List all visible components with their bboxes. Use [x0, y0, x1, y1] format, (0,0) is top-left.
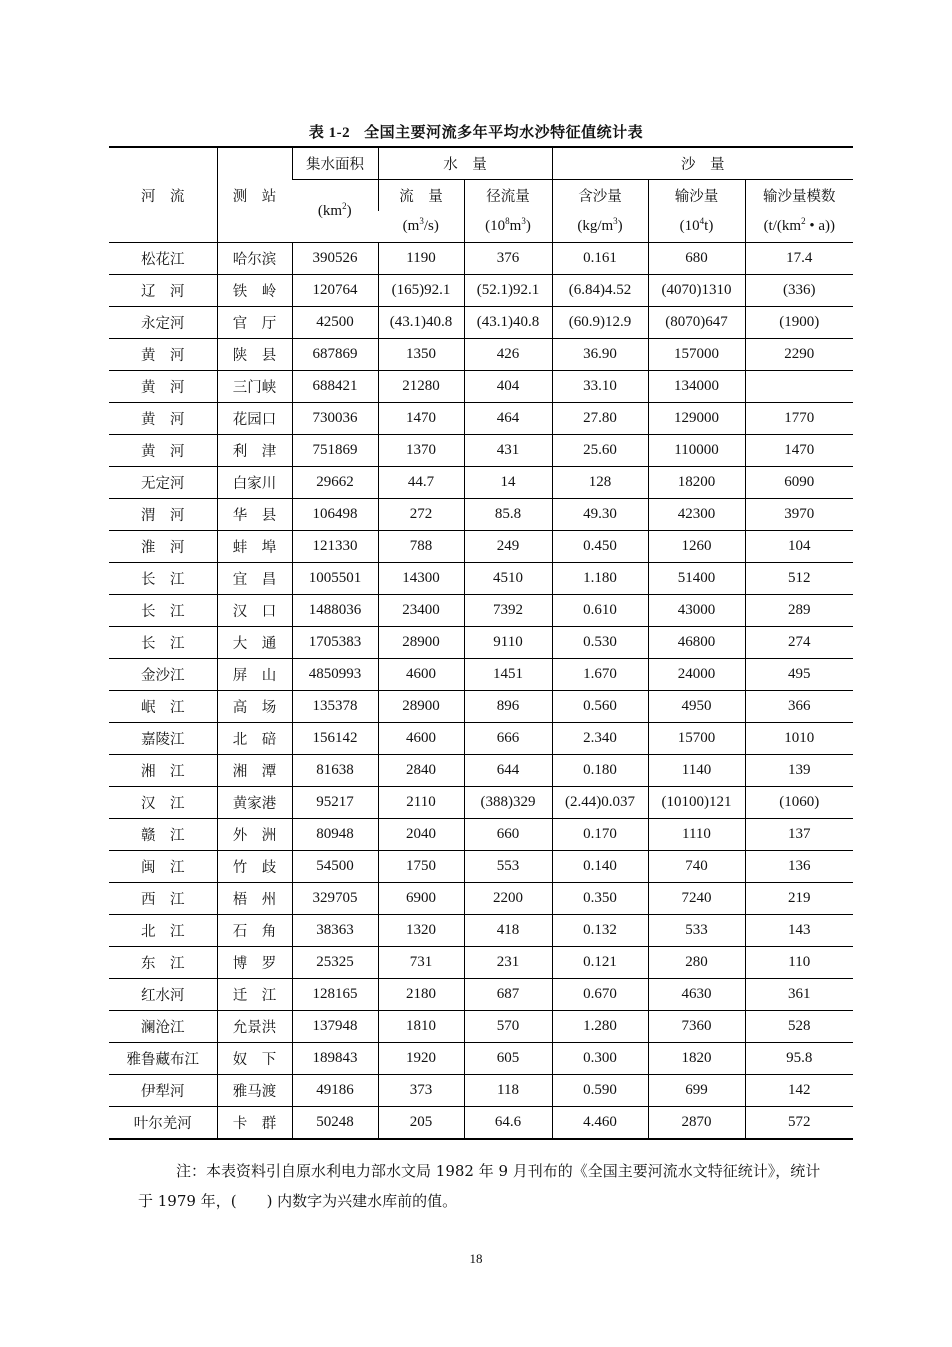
table-cell: 4600 — [378, 723, 464, 755]
header-area: 集水面积 — [292, 147, 378, 180]
table-cell: 1010 — [745, 723, 853, 755]
table-cell: 680 — [648, 243, 745, 275]
table-cell: (10100)121 — [648, 787, 745, 819]
table-cell: 0.300 — [552, 1043, 648, 1075]
table-cell: 蚌 埠 — [217, 531, 292, 563]
table-cell: 28900 — [378, 627, 464, 659]
table-cell: (336) — [745, 275, 853, 307]
table-cell: 512 — [745, 563, 853, 595]
table-cell: 辽 河 — [109, 275, 217, 307]
table-cell: 东 江 — [109, 947, 217, 979]
table-cell: 54500 — [292, 851, 378, 883]
table-row — [109, 563, 853, 595]
table-cell: 黄 河 — [109, 403, 217, 435]
header-runoff-unit: $(10^8m^3)$ — [464, 211, 552, 243]
table-cell: 2870 — [648, 1107, 745, 1140]
table-cell: 3970 — [745, 499, 853, 531]
table-cell: 274 — [745, 627, 853, 659]
table-cell: 4850993 — [292, 659, 378, 691]
table-cell: 湘 潭 — [217, 755, 292, 787]
table-cell: 淮 河 — [109, 531, 217, 563]
table-number: 表 1-2 — [308, 125, 351, 141]
table-cell: 896 — [464, 691, 552, 723]
table-cell: 135378 — [292, 691, 378, 723]
table-cell — [745, 371, 853, 403]
table-row — [109, 467, 853, 499]
table-cell: 嘉陵江 — [109, 723, 217, 755]
table-row — [109, 1043, 853, 1075]
header-modulus: 输沙量模数 — [745, 180, 853, 212]
table-cell: 松花江 — [109, 243, 217, 275]
table-cell: 红水河 — [109, 979, 217, 1011]
table-cell: 51400 — [648, 563, 745, 595]
table-row — [109, 915, 853, 947]
table-cell: 42500 — [292, 307, 378, 339]
table-cell: 渭 河 — [109, 499, 217, 531]
table-cell: 1110 — [648, 819, 745, 851]
table-cell: 205 — [378, 1107, 464, 1140]
table-cell: 118 — [464, 1075, 552, 1107]
table-cell: 46800 — [648, 627, 745, 659]
header-runoff: 径流量 — [464, 180, 552, 212]
table-cell: 汉 江 — [109, 787, 217, 819]
header-station: 测 站 — [217, 147, 292, 243]
table-cell: 1920 — [378, 1043, 464, 1075]
table-cell: 24000 — [648, 659, 745, 691]
table-row — [109, 627, 853, 659]
table-cell: 允景洪 — [217, 1011, 292, 1043]
header-concentration: 含沙量 — [552, 180, 648, 212]
table-row — [109, 371, 853, 403]
table-cell: 373 — [378, 1075, 464, 1107]
table-cell: 1260 — [648, 531, 745, 563]
page-number: 18 — [469, 1251, 483, 1266]
table-cell: 澜沧江 — [109, 1011, 217, 1043]
table-cell: 7240 — [648, 883, 745, 915]
table-cell: 0.132 — [552, 915, 648, 947]
table-body — [109, 243, 853, 1140]
table-title: 全国主要河流多年平均水沙特征值统计表 — [364, 123, 644, 141]
table-cell: (43.1)40.8 — [378, 307, 464, 339]
table-cell: 1.280 — [552, 1011, 648, 1043]
table-cell: 2180 — [378, 979, 464, 1011]
table-cell: 2200 — [464, 883, 552, 915]
table-cell: 1470 — [378, 403, 464, 435]
table-row — [109, 691, 853, 723]
table-cell: 128165 — [292, 979, 378, 1011]
table-cell: 0.560 — [552, 691, 648, 723]
table-cell: 533 — [648, 915, 745, 947]
table-cell: 4.460 — [552, 1107, 648, 1140]
table-cell: 永定河 — [109, 307, 217, 339]
table-cell: 731 — [378, 947, 464, 979]
table-cell: 雅鲁藏布江 — [109, 1043, 217, 1075]
table-cell: 95.8 — [745, 1043, 853, 1075]
table-row — [109, 755, 853, 787]
header-flow: 流 量 — [378, 180, 464, 212]
table-cell: 铁 岭 — [217, 275, 292, 307]
table-cell: 143 — [745, 915, 853, 947]
table-cell: 4630 — [648, 979, 745, 1011]
table-cell: (4070)1310 — [648, 275, 745, 307]
header-river: 河 流 — [109, 147, 217, 243]
table-cell: 岷 江 — [109, 691, 217, 723]
table-cell: 730036 — [292, 403, 378, 435]
table-row — [109, 1107, 853, 1140]
table-cell: 4510 — [464, 563, 552, 595]
table-cell: 28900 — [378, 691, 464, 723]
table-cell: 49.30 — [552, 499, 648, 531]
table-cell: 屏 山 — [217, 659, 292, 691]
hydrology-table — [109, 146, 853, 1140]
table-cell: 1705383 — [292, 627, 378, 659]
table-row — [109, 435, 853, 467]
table-cell: (2.44)0.037 — [552, 787, 648, 819]
table-cell: 黄 河 — [109, 339, 217, 371]
table-cell: 156142 — [292, 723, 378, 755]
table-row — [109, 883, 853, 915]
table-cell: 660 — [464, 819, 552, 851]
header-area-unit: $(km^2)$ — [292, 180, 378, 243]
table-cell: 21280 — [378, 371, 464, 403]
table-cell: 梧 州 — [217, 883, 292, 915]
table-cell: 石 角 — [217, 915, 292, 947]
table-cell: 80948 — [292, 819, 378, 851]
table-cell: 44.7 — [378, 467, 464, 499]
table-cell: 50248 — [292, 1107, 378, 1140]
table-cell: 迁 江 — [217, 979, 292, 1011]
table-cell: 104 — [745, 531, 853, 563]
table-row — [109, 339, 853, 371]
table-cell: 黄家港 — [217, 787, 292, 819]
table-cell: 7360 — [648, 1011, 745, 1043]
table-cell: 1005501 — [292, 563, 378, 595]
table-cell: 23400 — [378, 595, 464, 627]
table-cell: 404 — [464, 371, 552, 403]
table-cell: 17.4 — [745, 243, 853, 275]
table-cell: 25325 — [292, 947, 378, 979]
table-cell: 231 — [464, 947, 552, 979]
table-cell: 伊犁河 — [109, 1075, 217, 1107]
table-cell: 27.80 — [552, 403, 648, 435]
table-cell: 120764 — [292, 275, 378, 307]
table-cell: 121330 — [292, 531, 378, 563]
table-cell: 390526 — [292, 243, 378, 275]
table-cell: 110 — [745, 947, 853, 979]
table-cell: 36.90 — [552, 339, 648, 371]
table-cell: 464 — [464, 403, 552, 435]
table-cell: 64.6 — [464, 1107, 552, 1140]
table-cell: 黄 河 — [109, 435, 217, 467]
table-cell: (60.9)12.9 — [552, 307, 648, 339]
table-header — [109, 147, 853, 243]
table-cell: 长 江 — [109, 563, 217, 595]
table-cell: 9110 — [464, 627, 552, 659]
header-transport-unit: $(10^4t)$ — [648, 211, 745, 243]
table-cell: 7392 — [464, 595, 552, 627]
table-cell: 2.340 — [552, 723, 648, 755]
table-cell: 叶尔羌河 — [109, 1107, 217, 1140]
header-concentration-unit: $(kg/m^3)$ — [552, 211, 648, 243]
table-cell: 572 — [745, 1107, 853, 1140]
table-cell: 361 — [745, 979, 853, 1011]
table-row — [109, 851, 853, 883]
table-row — [109, 595, 853, 627]
header-transport: 输沙量 — [648, 180, 745, 212]
table-cell: 1350 — [378, 339, 464, 371]
table-cell: 1810 — [378, 1011, 464, 1043]
table-cell: 北 江 — [109, 915, 217, 947]
table-cell: 528 — [745, 1011, 853, 1043]
table-cell: 15700 — [648, 723, 745, 755]
table-row — [109, 787, 853, 819]
table-cell: 431 — [464, 435, 552, 467]
table-cell: 1470 — [745, 435, 853, 467]
table-cell: 2840 — [378, 755, 464, 787]
table-cell: 汉 口 — [217, 595, 292, 627]
table-cell: 北 碚 — [217, 723, 292, 755]
table-cell: 129000 — [648, 403, 745, 435]
table-cell: 0.450 — [552, 531, 648, 563]
table-cell: 38363 — [292, 915, 378, 947]
table-cell: 大 通 — [217, 627, 292, 659]
table-cell: 西 江 — [109, 883, 217, 915]
table-cell: 134000 — [648, 371, 745, 403]
table-cell: 25.60 — [552, 435, 648, 467]
table-cell: 4600 — [378, 659, 464, 691]
table-cell: 110000 — [648, 435, 745, 467]
table-cell: 0.350 — [552, 883, 648, 915]
table-cell: 0.670 — [552, 979, 648, 1011]
table-row — [109, 499, 853, 531]
table-cell: 2290 — [745, 339, 853, 371]
table-cell: 0.121 — [552, 947, 648, 979]
header-water-group: 水 量 — [378, 147, 552, 180]
table-cell: 0.170 — [552, 819, 648, 851]
table-cell: 570 — [464, 1011, 552, 1043]
table-cell: 329705 — [292, 883, 378, 915]
table-cell: 1750 — [378, 851, 464, 883]
table-cell: 哈尔滨 — [217, 243, 292, 275]
table-cell: 751869 — [292, 435, 378, 467]
table-cell: 33.10 — [552, 371, 648, 403]
table-cell: 426 — [464, 339, 552, 371]
table-caption — [0, 121, 952, 142]
table-cell: 6090 — [745, 467, 853, 499]
table-cell: 366 — [745, 691, 853, 723]
table-cell: 华 县 — [217, 499, 292, 531]
table-row — [109, 723, 853, 755]
table-cell: 雅马渡 — [217, 1075, 292, 1107]
table-cell: 闽 江 — [109, 851, 217, 883]
table-cell: 陕 县 — [217, 339, 292, 371]
table-cell: 利 津 — [217, 435, 292, 467]
table-cell: 29662 — [292, 467, 378, 499]
table-cell: (165)92.1 — [378, 275, 464, 307]
table-cell: 6900 — [378, 883, 464, 915]
table-cell: 2110 — [378, 787, 464, 819]
table-cell: 81638 — [292, 755, 378, 787]
table-cell: 49186 — [292, 1075, 378, 1107]
table-cell: 1770 — [745, 403, 853, 435]
table-cell: 43000 — [648, 595, 745, 627]
header-modulus-unit: ($t/(km^2$ • a)) — [745, 211, 853, 243]
table-cell: 418 — [464, 915, 552, 947]
table-cell: 长 江 — [109, 627, 217, 659]
table-cell: 赣 江 — [109, 819, 217, 851]
table-cell: 14 — [464, 467, 552, 499]
table-cell: 1488036 — [292, 595, 378, 627]
table-cell: (1060) — [745, 787, 853, 819]
table-cell: 137948 — [292, 1011, 378, 1043]
table-cell: 花园口 — [217, 403, 292, 435]
table-cell: 605 — [464, 1043, 552, 1075]
table-cell: 137 — [745, 819, 853, 851]
table-cell: 卡 群 — [217, 1107, 292, 1140]
table-note: 注：本表资料引自原水利电力部水文局 1982 年 9 月刊布的《全国主要河流水文特征统计》，统计于 1979 年，( ) 内数字为兴建水库前的值。 — [138, 1162, 821, 1210]
table-cell: 249 — [464, 531, 552, 563]
table-row — [109, 403, 853, 435]
table-cell: 1.180 — [552, 563, 648, 595]
table-cell: 136 — [745, 851, 853, 883]
table-cell: 157000 — [648, 339, 745, 371]
table-cell: 106498 — [292, 499, 378, 531]
table-cell: 644 — [464, 755, 552, 787]
table-cell: 495 — [745, 659, 853, 691]
table-row — [109, 531, 853, 563]
table-cell: 黄 河 — [109, 371, 217, 403]
table-row — [109, 275, 853, 307]
table-row — [109, 947, 853, 979]
table-cell: 42300 — [648, 499, 745, 531]
table-cell: 0.161 — [552, 243, 648, 275]
table-cell: 博 罗 — [217, 947, 292, 979]
header-sediment-group: 沙 量 — [552, 147, 853, 180]
table-cell: 1370 — [378, 435, 464, 467]
table-cell: 0.180 — [552, 755, 648, 787]
table-cell: 0.590 — [552, 1075, 648, 1107]
table-row — [109, 659, 853, 691]
table-cell: 1451 — [464, 659, 552, 691]
table-cell: 95217 — [292, 787, 378, 819]
table-cell: 1820 — [648, 1043, 745, 1075]
table-cell: 687 — [464, 979, 552, 1011]
table-cell: 宜 昌 — [217, 563, 292, 595]
table-cell: 白家川 — [217, 467, 292, 499]
table-cell: 奴 下 — [217, 1043, 292, 1075]
table-cell: 280 — [648, 947, 745, 979]
table-cell: 553 — [464, 851, 552, 883]
table-cell: 1.670 — [552, 659, 648, 691]
table-row — [109, 1075, 853, 1107]
table-row — [109, 979, 853, 1011]
table-cell: 688421 — [292, 371, 378, 403]
table-cell: 竹 歧 — [217, 851, 292, 883]
table-cell: 687869 — [292, 339, 378, 371]
table-cell: 金沙江 — [109, 659, 217, 691]
table-cell: 外 洲 — [217, 819, 292, 851]
table-cell: 官 厅 — [217, 307, 292, 339]
table-row — [109, 307, 853, 339]
table-cell: (1900) — [745, 307, 853, 339]
table-cell: 三门峡 — [217, 371, 292, 403]
table-cell: 139 — [745, 755, 853, 787]
table-cell: 788 — [378, 531, 464, 563]
table-cell: 1320 — [378, 915, 464, 947]
table-cell: 高 场 — [217, 691, 292, 723]
table-cell: 666 — [464, 723, 552, 755]
table-cell: 219 — [745, 883, 853, 915]
header-flow-unit: $(m^3/s)$ — [402, 216, 439, 234]
table-cell: 740 — [648, 851, 745, 883]
table-cell: 142 — [745, 1075, 853, 1107]
table-cell: 128 — [552, 467, 648, 499]
table-cell: (388)329 — [464, 787, 552, 819]
table-cell: 0.530 — [552, 627, 648, 659]
table-cell: 189843 — [292, 1043, 378, 1075]
table-cell: 85.8 — [464, 499, 552, 531]
table-cell: 湘 江 — [109, 755, 217, 787]
table-cell: (8070)647 — [648, 307, 745, 339]
table-cell: 4950 — [648, 691, 745, 723]
table-cell: 0.610 — [552, 595, 648, 627]
table-cell: (6.84)4.52 — [552, 275, 648, 307]
table-cell: 699 — [648, 1075, 745, 1107]
table-cell: 289 — [745, 595, 853, 627]
table-cell: 长 江 — [109, 595, 217, 627]
table-cell: (43.1)40.8 — [464, 307, 552, 339]
table-cell: 无定河 — [109, 467, 217, 499]
table-cell: 2040 — [378, 819, 464, 851]
table-cell: 0.140 — [552, 851, 648, 883]
table-cell: 18200 — [648, 467, 745, 499]
table-cell: 376 — [464, 243, 552, 275]
table-row — [109, 819, 853, 851]
table-cell: 1140 — [648, 755, 745, 787]
table-cell: (52.1)92.1 — [464, 275, 552, 307]
table-row — [109, 243, 853, 275]
table-cell: 1190 — [378, 243, 464, 275]
table-cell: 272 — [378, 499, 464, 531]
table-cell: 14300 — [378, 563, 464, 595]
table-row — [109, 1011, 853, 1043]
